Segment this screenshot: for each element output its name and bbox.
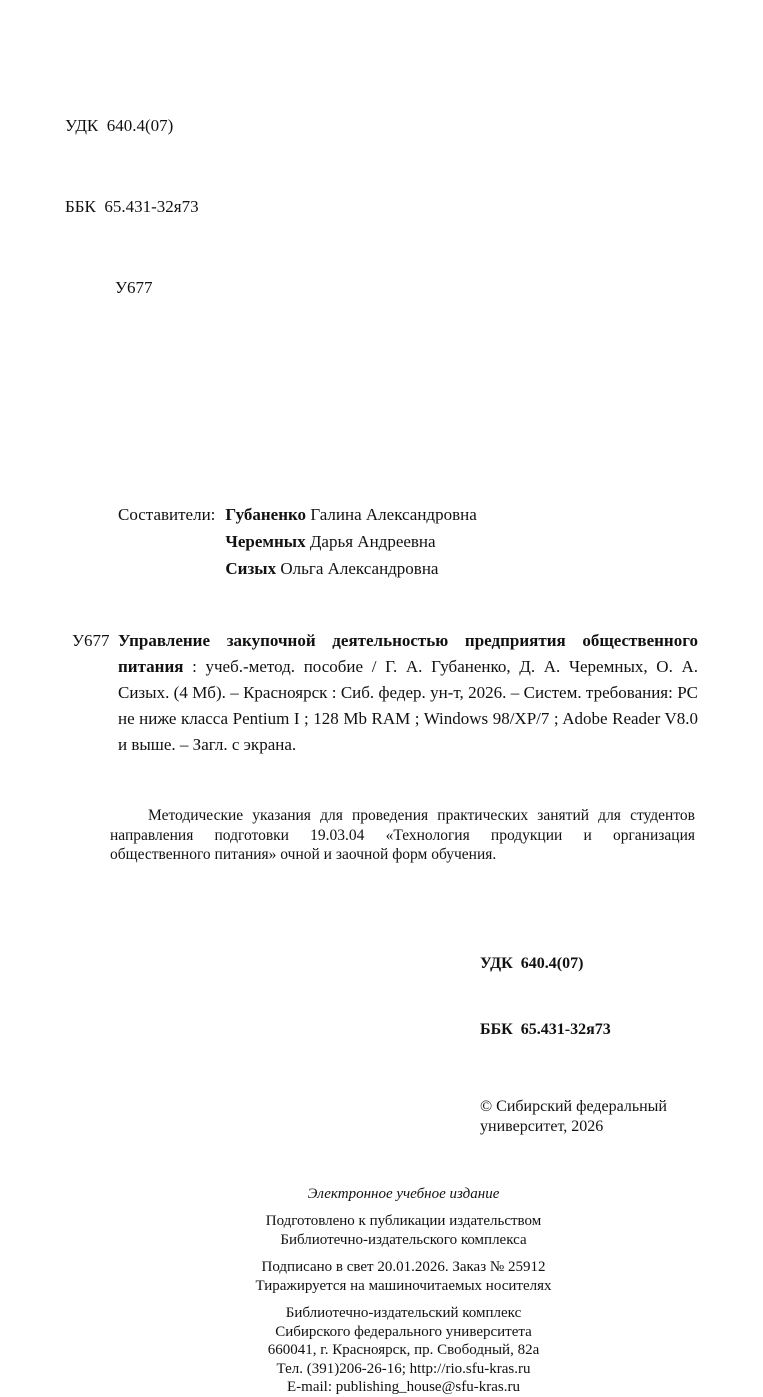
publisher-footer bbox=[65, 1185, 698, 1397]
compiler-surname: Губаненко bbox=[225, 505, 307, 524]
prepared-by-block bbox=[109, 1212, 698, 1249]
annotation: Методические указания для проведения практических занятий для студентов направления подготовки 19.03.04 «Технология продукции и организация общественного питания» очной и заочной форм обучения. bbox=[110, 807, 695, 863]
signed-line: Подписано в свет 20.01.2026. Заказ № 25912 bbox=[261, 1259, 546, 1275]
publisher-line: E-mail: publishing_house@sfu-kras.ru bbox=[287, 1379, 520, 1395]
publisher-line: Тел. (391)206-26-16; http://rio.sfu-kras.ru bbox=[276, 1360, 531, 1377]
classification-codes bbox=[65, 58, 698, 355]
print-info-block bbox=[109, 1258, 698, 1295]
compiler-surname: Черемных bbox=[225, 532, 306, 551]
prepared-line: Библиотечно-издательского комплекса bbox=[280, 1231, 527, 1248]
compiler-given-name: Ольга Александровна bbox=[276, 559, 439, 578]
compilers-label: Составители: bbox=[118, 505, 216, 524]
compiler-name bbox=[225, 501, 476, 528]
copyright-notice: © Сибирский федеральный университет, 2026 bbox=[480, 1097, 667, 1135]
bib-title: Управление закупочной деятельностью предприятия общественного питания bbox=[118, 631, 698, 676]
compiler-given-name: Галина Александровна bbox=[306, 505, 477, 524]
bib-author-sign: У677 bbox=[72, 631, 110, 650]
compilers-block bbox=[118, 501, 698, 582]
udk-code: УДК 640.4(07) bbox=[65, 116, 174, 135]
compiler-given-name: Дарья Андреевна bbox=[305, 532, 436, 551]
signed-line: Тиражируется на машиночитаемых носителях bbox=[255, 1277, 552, 1294]
bib-details: : учеб.-метод. пособие / Г. А. Губаненко, Д. А. Черемных, О. А. Сизых. (4 Мб). – Красноярск : Сиб. федер. ун-т, 2026. – Систем. требования: PC не ниже класса Pentium I ; 128 Mb RAM ; Windows 98/XP/7 ; Adobe Reader V8.0 и выше. – Загл. с экрана. bbox=[118, 657, 698, 754]
publisher-address-block bbox=[109, 1304, 698, 1397]
bbk-code-right: ББК 65.431-32я73 bbox=[480, 1020, 611, 1038]
prepared-line: Подготовлено к публикации издательством bbox=[265, 1213, 542, 1229]
compiler-surname: Сизых bbox=[225, 559, 277, 578]
author-sign: У677 bbox=[115, 278, 153, 297]
publisher-line: Библиотечно-издательский комплекс bbox=[285, 1305, 522, 1321]
classification-codes-right bbox=[480, 909, 698, 1085]
compiler-name bbox=[225, 528, 476, 555]
udk-code-right: УДК 640.4(07) bbox=[480, 954, 584, 972]
bibliographic-entry bbox=[65, 628, 698, 758]
bib-description bbox=[118, 628, 698, 758]
compilers-list bbox=[225, 501, 476, 582]
publisher-line: 660041, г. Красноярск, пр. Свободный, 82а bbox=[267, 1342, 540, 1358]
compiler-name bbox=[225, 555, 476, 582]
edition-type: Электронное учебное издание bbox=[307, 1185, 500, 1202]
bbk-code: ББК 65.431-32я73 bbox=[65, 197, 199, 216]
publisher-line: Сибирского федерального университета bbox=[275, 1323, 532, 1340]
